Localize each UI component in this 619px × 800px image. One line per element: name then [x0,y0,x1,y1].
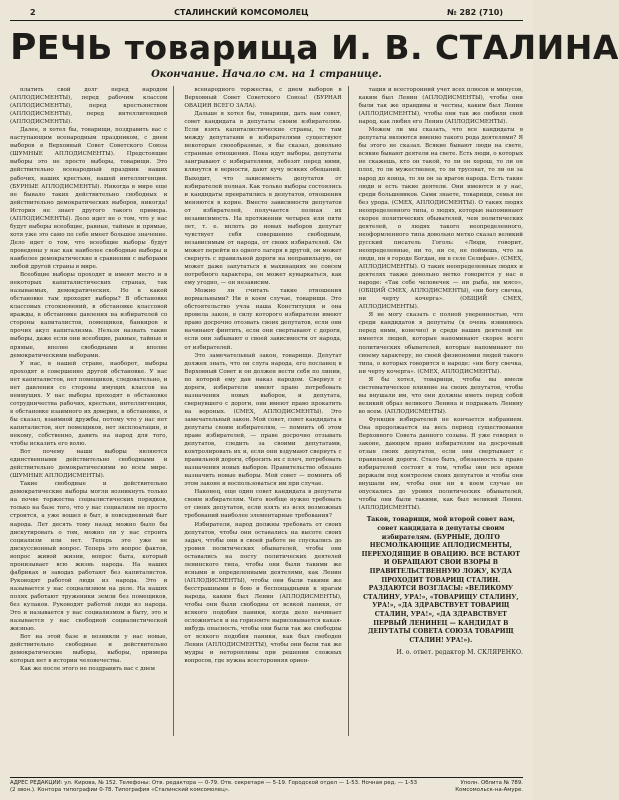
paragraph: Дальше я хотел бы, товарищи, дать вам совет, совет кандидата в депутаты своим избирателям. Если взять капиталистические страны, то там между депутатами и избирателями существуют некоторые своеобразные, я бы сказал, довольно странные отношения. Пока идут выборы, депутаты заигрывают с избирателями, лебезят перед ними, клянутся в верности, дают кучу всяких обещаний. Выходит, что зависимость депутатов от избирателей полная. Как только выборы состоялись и кандидаты превратились в депутатов, отношения меняются в корне. Вместо зависимости депутатов от избирателей, получается полная их независимость. На протяжении четырех или пяти лет, т. е. вплоть до новых выборов депутат чувствует себя совершенно свободным, независимым от народа, от своих избирателей. Он может перейти из одного лагеря в другой, он может свернуть с правильной дороги на неправильную, он может даже запутаться в махинациях не совсем потребного характера, он может кувыркаться, как ему угодно, — он независим. [184,111,342,287]
paragraph: Наконец, еще один совет кандидата в депутаты своим избирателям. Чего вообще нужно требовать от своих депутатов, если взять из всех возможных требований наиболее элементарные требования? [184,489,342,520]
paragraph: Можем ли мы сказать, что все кандидаты в депутаты являются именно такого рода деятелями? Я бы этого не сказал. Всякие бывают люди на свете, всякие бывают деятели на свете. Есть люди, о которых не скажешь, кто он такой, то ли он хорош, то ли он плох, то ли мужественен, то ли трусоват, то ли он за народ до конца, то ли он за врагов народа. Есть такие люди и есть такие деятели. Они имеются и у нас, среди большевиков. Сами знаете, товарищи, семья не без урода. (СМЕХ, АПЛОДИСМЕНТЫ). О таких людях неопределенного типа, о людях, которые напоминают скорее политических обывателей, чем политических деятелей, о людях такого неопределенного, неоформленного типа довольно метко сказал великий русский писатель Гоголь: «Люди, говорит, неопределенные, ни то, ни се, не поймешь, что за люди, ни в городе Богдан, ни в селе Селифан». (СМЕХ, АПЛОДИСМЕНТЫ). О таких неопределенных людях и деятелях также довольно метко говорится у нас в народе: «Так себе человечек — ни рыба, ни мясо», (ОБЩИЙ СМЕХ, АПЛОДИСМЕНТЫ), «ни богу свечка, ни черту кочерга». (ОБЩИЙ СМЕХ, АПЛОДИСМЕНТЫ). [358,127,523,311]
masthead-bar [10,6,523,21]
headline [10,27,619,68]
paragraph: Избиратели, народ должны требовать от своих депутатов, чтобы они оставались на высоте своих задач, чтобы они в своей работе не спускались до уровня политических обывателей, чтобы они оставались на посту политических деятелей ленинского типа, чтобы они были такими же ясными и определенными деятелями, как Ленин (АПЛОДИСМЕНТЫ), чтобы они были такими же бесстрашными в бою и беспощадными к врагам народа, каким был Ленин (АПЛОДИСМЕНТЫ), чтобы они были свободны от всякой паники, от всякого подобия паники, когда дело начинает осложняться и на горизонте вырисовывается какая-нибудь опасность, чтобы они были так же свободны от всякого подобия паники, как был свободен Ленин (АПЛОДИСМЕНТЫ), чтобы они были так же мудры и неторопливы при решении сложных вопросов, где нужна всесторонняя ориен- [184,521,342,665]
paragraph: Далее, я хотел бы, товарищи, поздравить вас с наступающим всенародным праздником, с днем выборов в Верховный Совет Советского Союза (ШУМНЫЕ АПЛОДИСМЕНТЫ). Предстоящие выборы это не просто выборы, товарищи. Это действительно всенародный праздник наших рабочих, наших крестьян, нашей интеллигенции. (БУРНЫЕ АПЛОДИСМЕНТЫ). Никогда в мире еще не бывало таких действительно свободных и действительно демократических выборов, никогда! История не знает другого такого примера. (АПЛОДИСМЕНТЫ). Дело идет не о том, что у нас будут выборы всеобщие, равные, тайные и прямые, хотя уже это само по себе имеет большое значение. Дело идет о том, что всеобщие выборы будут проведены у нас как наиболее свободные выборы и наиболее демократические в сравнении с выборами любой другой страны в мире. [10,127,168,271]
closing-ovation: Таков, товарищи, мой второй совет вам, совет кандидата в депутаты своим избирателям. (БУРНЫЕ, ДОЛГО НЕСМОЛКАЮЩИЕ АПЛОДИСМЕНТЫ, ПЕРЕХОДЯЩИЕ В ОВАЦИЮ. ВСЕ ВСТАЮТ И ОБРАЩАЮТ СВОИ ВЗОРЫ В ПРАВИТЕЛЬСТВЕННУЮ ЛОЖУ, КУДА ПРОХОДИТ ТОВАРИЩ СТАЛИН. РАЗДАЮТСЯ ВОЗГЛАСЫ: «ВЕЛИКОМУ СТАЛИНУ, УРА!», «ТОВАРИЩУ СТАЛИНУ, УРА!», «ДА ЗДРАВСТВУЕТ ТОВАРИЩ СТАЛИН, УРА!», «ДА ЗДРАВСТВУЕТ ПЕРВЫЙ ЛЕНИНЕЦ — КАНДИДАТ В ДЕПУТАТЫ СОВЕТА СОЮЗА ТОВАРИЩ СТАЛИН! УРА!»). [361,516,520,644]
censor-code: Уполн. Облита № 789. Комсомольск-на-Амуре. [455,780,523,793]
headline-initial: Р [10,27,37,68]
paragraph: Вот почему наши выборы являются единственными действительно свободными и действительно демократическими во всем мире. (ШУМНЫЕ АПЛОДИСМЕНТЫ). [10,449,168,480]
column-1 [10,86,174,736]
paragraph: Функция избирателей не кончается избранием. Она продолжается на весь период существования Верховного Совета данного созыва. Я уже говорил о законе, дающем право избирателям на досрочный отзыв своих депутатов, если они свертывают с правильной дороги. Стало быть, обязанность и право избирателей состоят в том, чтобы они все время держали под контролем своих депутатов и чтобы они внушали им, чтобы они ни в коем случае не опускались до уровня политических обывателей, чтобы они были такими, как был великий Ленин. (АПЛОДИСМЕНТЫ). [358,416,523,512]
column-3 [359,86,523,736]
column-2 [184,86,348,736]
paragraph: Вот на этой базе и возникли у нас новые, действительно свободные и действительно демократические выборы, выборы, примера которых нет в истории человечества. [10,634,168,665]
paragraph: У нас, в нашей стране, наоборот, выборы проходят в совершенно другой обстановке. У нас нет капиталистов, нет помещиков, следовательно, и нет давления со стороны имущих классов на неимущих. У нас выборы проходят в обстановке сотрудничества рабочих, крестьян, интеллигенции, в обстановке взаимного их доверия, в обстановке, я бы сказал, взаимной дружбы, потому что у нас нет капиталистов, нет помещиков, нет эксплоатации, и некому, собственно, давить на народ для того, чтобы исказить его волю. [10,360,168,448]
issue-number: № 282 (710) [447,8,503,17]
paragraph: Можно ли считать такие отношения нормальными? Ни в коем случае, товарищи. Это обстоятельство учла наша Конституция и она провела закон, в силу которого избиратели имеют право досрочно отозвать своих депутатов, если они начинают финтить, если они свертывают с дороги, если они забывают о своей зависимости от народа, от избирателей. [184,288,342,351]
paragraph: Я не могу сказать с полной уверенностью, что среди кандидатов в депутаты (я очень извиняюсь перед ними, конечно) и среди наших деятелей не имеется людей, которые напоминают скорее всего политических обывателей, которые напоминают по своему характеру, по своей физиономии людей такого типа, о которых говорится в народе: «ни богу свечка, ни черту кочерга». (СМЕХ, АПЛОДИСМЕНТЫ). [358,312,523,375]
paragraph: Это замечательный закон, товарищи. Депутат должен знать, что он слуга народа, его посланец в Верховный Совет и он должен вести себя по линии, по которой ему дан наказ народом. Свернул с дороги, избиратели имеют право потребовать назначения новых выборов, и депутата, свернувшего с дороги, они имеют право прокатить на вороных. (СМЕХ, АПЛОДИСМЕНТЫ). Это замечательный закон. Мой совет, совет кандидата в депутаты своим избирателям, — помнить об этом праве избирателей, — праве досрочно отзывать депутатов, следить за своими депутатами, контролировать их и, если они вздумают свернуть с правильной дороги, сбросить их с плеч, потребовать назначения новых выборов. Правительство обязано назначить новые выборы. Мой совет — помнить об этом законе и воспользоваться им при случае. [184,352,342,488]
editorial-address: АДРЕС РЕДАКЦИИ: ул. Кирова, № 152. Телефоны: Отв. редактора — 0-79. Отв. секретаря — 5-19. Городской отдел — 1-53. Ночная ред. — 1-53 (2 звон.). Контора типографии 0-78. Типография «Сталинский комсомолец». [10,780,418,793]
article-columns [10,86,523,736]
page-number: 2 [30,8,36,17]
paper-name: СТАЛИНСКИЙ КОМСОМОЛЕЦ [174,8,309,17]
paragraph: Такие свободные и действительно демократические выборы могли возникнуть только на почве торжества социалистических порядков, только на базе того, что у нас социализм не просто строится, а уже вошел в быт, в повседневный быт народа. Лет десять тому назад можно было бы дискутировать о том, можно ли у нас строить социализм или нет. Теперь это уже не дискуссионный вопрос. Теперь это вопрос фактов, вопрос живой жизни, вопрос быта, который пронизывает всю жизнь народа. На наших фабриках и заводах работают без капиталистов. Руководят работой люди из народа. Это и называется у нас социализмом на деле. На наших полях работают труженики земли без помещиков, без кулаков. Руководят работой люди из народа. Это и называется у нас социализмом в быту, это и называется у нас свободной социалистической жизнью. [10,481,168,633]
paragraph: всенародного торжества, с днем выборов в Верховный Совет Советского Союза! (БУРНАЯ ОВАЦИЯ ВСЕГО ЗАЛА). [184,87,342,110]
paragraph: Я бы хотел, товарищи, чтобы вы имели систематическое влияние на своих депутатов, чтобы вы внушали им, что они должны иметь перед собой великий образ великого Ленина и подражать Ленину во всем. (АПЛОДИСМЕНТЫ). [358,376,523,415]
headline-text: ЕЧЬ товарища И. В. СТАЛИНА [36,28,619,67]
paragraph: тация и всесторонний учет всех плюсов и минусов, каким был Ленин (АПЛОДИСМЕНТЫ), чтобы они были так же правдивы и честны, каким был Ленин (АПЛОДИСМЕНТЫ), чтобы они так же любили свой народ, как любил его Ленин (АПЛОДИСМЕНТЫ). [358,87,523,126]
paragraph: Всеобщие выборы проходят и имеют место и в некоторых капиталистических странах, так называемых, демократических. Но в какой обстановке там проходят выборы? В обстановке классовых столкновений, в обстановке классовой вражды, в обстановке давления на избирателей со стороны капиталистов, помещиков, банкиров и прочих акул капитализма. Нельзя назвать такие выборы, даже если они всеобщие, равные, тайные и прямые, вполне свободными и вполне демократическими выборами. [10,272,168,359]
editor-signature: И. о. ответ. редактор М. СКЛЯРЕНКО. [396,649,523,657]
subhead: Окончание. Начало см. на 1 странице. [151,69,382,80]
paragraph: Как же после этого не поздравить вас с днем [20,666,155,673]
paragraph: платить свой долг перед народом (АПЛОДИСМЕНТЫ), перед рабочим классом (АПЛОДИСМЕНТЫ), перед крестьянством (АПЛОДИСМЕНТЫ), перед интеллигенцией (АПЛОДИСМЕНТЫ). [10,87,168,126]
footer [10,777,523,794]
